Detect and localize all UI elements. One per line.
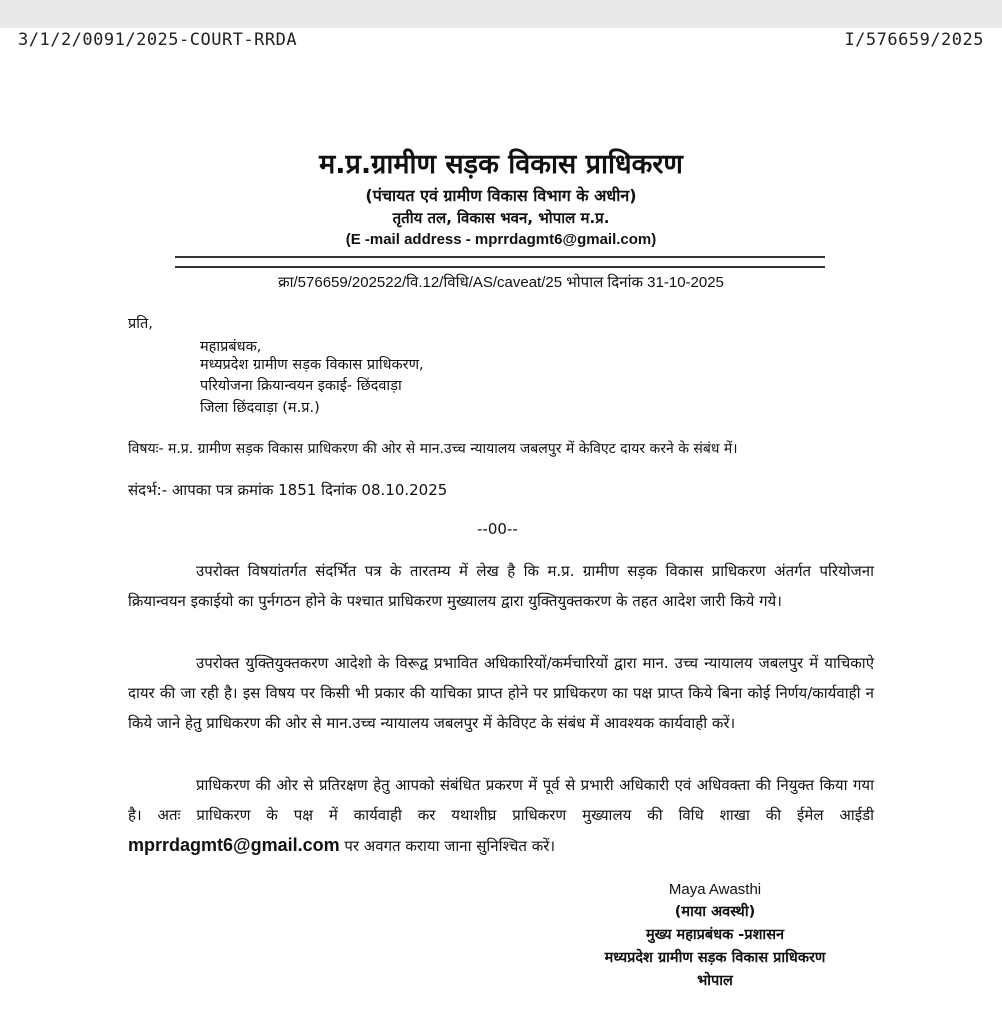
signatory-org: मध्यप्रदेश ग्रामीण सड़क विकास प्राधिकरण [604,950,826,966]
file-reference: 3/1/2/0091/2025-COURT-RRDA [18,30,298,50]
to-line: परियोजना क्रियान्वयन इकाई- छिंदवाड़ा [200,378,402,394]
signatory-name-hi: (माया अवस्थी) [674,904,756,920]
signatory-designation: मुख्य महाप्रबंधक -प्रशासन [645,927,785,943]
paragraph-2: उपरोक्त युक्तियुक्तकरण आदेशो के विरूद्व प्रभावित अधिकारियों/कर्मचारियों द्वारा मान. उच्च न्यायालय जबलपुर में याचिकाऐ दायर की जा रही है। इस विषय पर किसी भी प्रकार की याचिका प्राप्त होने पर प्राधिकरण का पक्ष प्राप्त किये बिना कोई निर्णय/कार्यवाही न किये जाने हेतु प्राधिकरण की ओर से मान.उच्च न्यायालय जबलपुर में केविएट के संबंध में आवश्यक कार्यवाही करें। [128,654,874,732]
email-link: mprrdagmt6@gmail.com [128,835,340,855]
signature-block [540,878,890,993]
separator: --00-- [477,520,518,538]
org-subtitle: (पंचायत एवं ग्रामीण विकास विभाग के अधीन) [365,186,637,205]
to-line: महाप्रबंधक, [200,339,262,355]
to-line: जिला छिंदवाड़ा (म.प्र.) [200,400,320,416]
org-email: (E -mail address - mprrdagmt6@gmail.com) [345,231,657,248]
to-prefix: प्रति, [128,316,153,332]
letter-reference: क्रा/576659/202522/वि.12/विधि/AS/caveat/25 भोपाल दिनांक 31-10-2025 [278,274,724,291]
paragraph-1: उपरोक्त विषयांतर्गत संदर्भित पत्र के तारतम्य में लेख है कि म.प्र. ग्रामीण सड़क विकास प्राधिकरण अंतर्गत परियोजना क्रियान्वयन इकाईयो का पुर्नगठन होने के पश्चात प्राधिकरण मुख्यालय द्वारा युक्तियुक्तकरण के तहत आदेश जारी किये गये। [128,562,874,610]
reference: संदर्भ:- आपका पत्र क्रमांक 1851 दिनांक 08.10.2025 [128,481,448,499]
org-title: म.प्र.ग्रामीण सड़क विकास प्राधिकरण [319,149,683,180]
subject: विषयः- म.प्र. ग्रामीण सड़क विकास प्राधिकरण की ओर से मान.उच्च न्यायालय जबलपुर में केविएट दायर करने के संबंध में। [128,441,738,457]
inward-number: I/576659/2025 [844,30,984,50]
signatory-place: भोपाल [697,973,733,989]
header-divider [175,256,825,268]
to-line: मध्यप्रदेश ग्रामीण सड़क विकास प्राधिकरण, [200,357,424,373]
signatory-name-en: Maya Awasthi [668,881,762,898]
paragraph-3: प्राधिकरण की ओर से प्रतिरक्षण हेतु आपको संबंधित प्रकरण में पूर्व से प्रभारी अधिकारी एवं अधिवक्ता की नियुक्त किया गया है। अतः प्राधिकरण के पक्ष में कार्यवाही कर यथाशीघ्र प्राधिकरण मुख्यालय की विधि शाखा की ईमेल आईडी mprrdagmt6@gmail.com पर अवगत कराया जाना सुनिश्चित करें। [128,776,874,855]
top-bar [0,0,1002,28]
org-address: तृतीय तल, विकास भवन, भोपाल म.प्र. [392,209,610,227]
